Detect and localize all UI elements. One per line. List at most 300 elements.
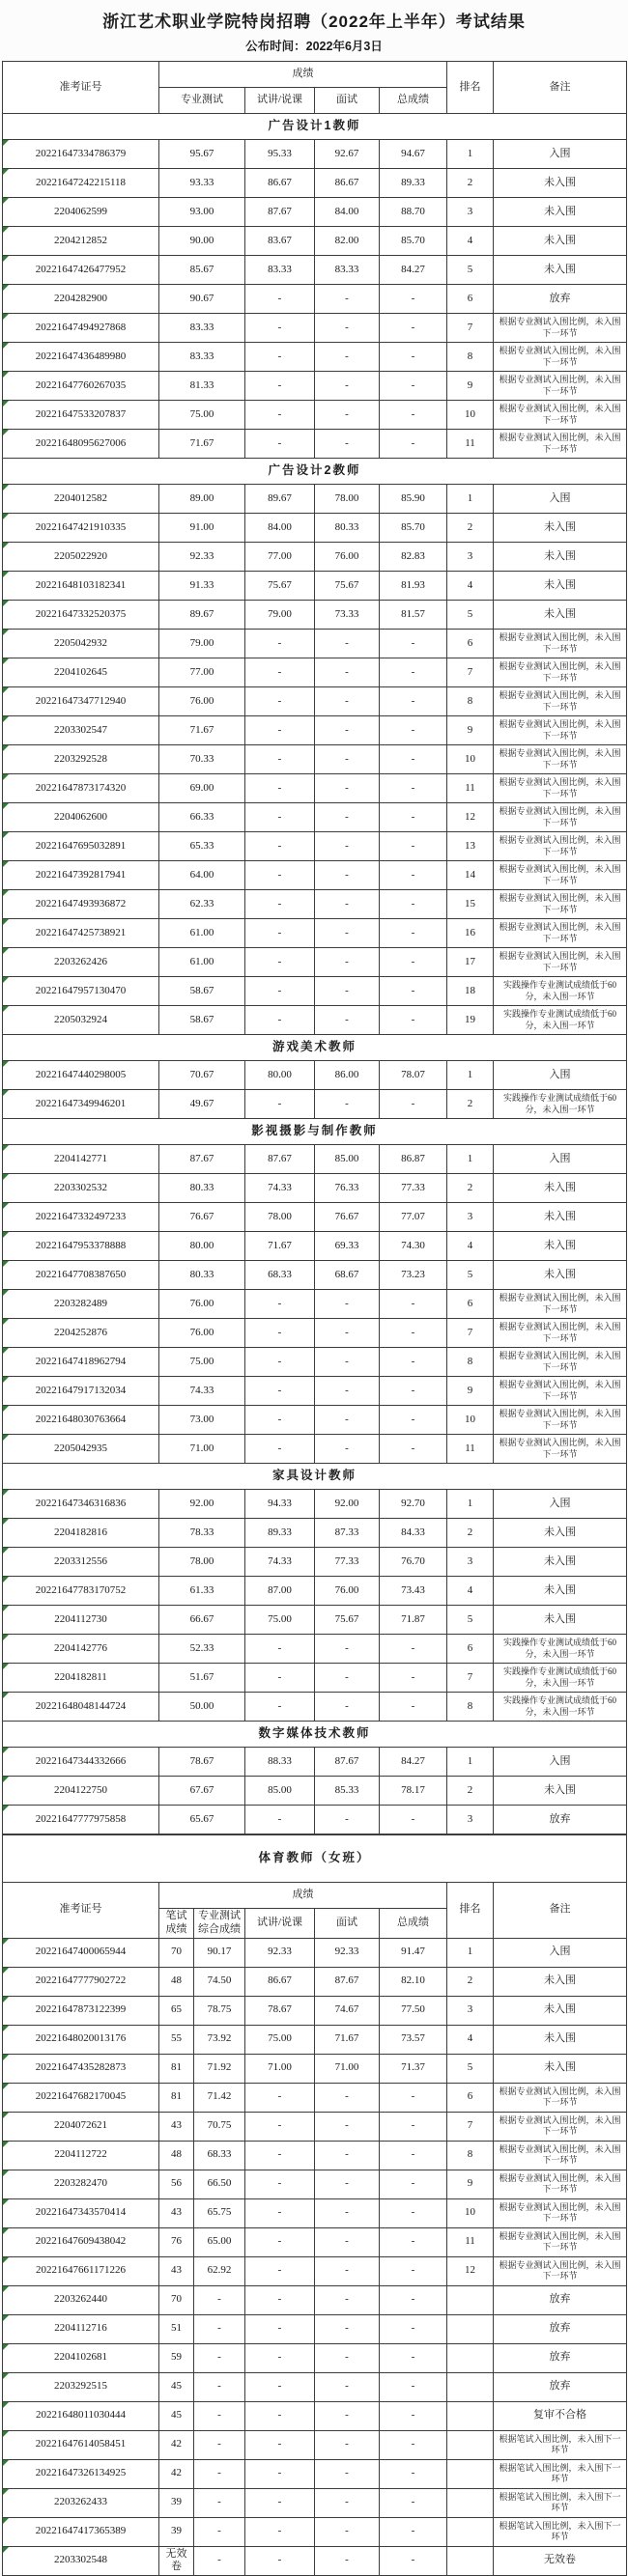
note-cell: 根据专业测试入围比例，未入围下一环节 [494, 2227, 627, 2256]
score-cell: 70.67 [159, 1061, 245, 1090]
note-cell: 根据专业测试入围比例，未入围下一环节 [494, 2112, 627, 2141]
candidate-id-cell: 20221647344332666 [3, 1748, 159, 1777]
candidate-id-cell: 20221647417365389 [3, 2517, 159, 2546]
table-row [3, 2256, 627, 2285]
candidate-id-cell: 20221647242215118 [3, 169, 159, 198]
candidate-id-cell: 20221647609438042 [3, 2227, 159, 2256]
table-row [3, 1006, 627, 1035]
section-title: 家具设计教师 [3, 1464, 627, 1490]
table-row [3, 1348, 627, 1377]
note-cell: 未入围 [494, 1606, 627, 1635]
score-cell: 93.00 [159, 198, 245, 227]
score-cell: - [380, 1090, 447, 1119]
rank-cell: 19 [447, 1006, 494, 1035]
note-cell: 入围 [494, 1490, 627, 1519]
score-cell: 92.33 [159, 543, 245, 572]
score-cell: - [380, 2314, 447, 2343]
rank-cell: 11 [447, 430, 494, 459]
candidate-id-cell: 2205042935 [3, 1435, 159, 1464]
note-cell: 根据专业测试入围比例，未入围下一环节 [494, 832, 627, 861]
score-cell: 65 [159, 1996, 194, 2025]
candidate-id-cell: 2204142771 [3, 1145, 159, 1174]
score-cell: - [315, 2083, 380, 2112]
score-cell: 39 [159, 2488, 194, 2517]
candidate-id-cell: 2204062600 [3, 803, 159, 832]
score-cell: - [245, 2314, 315, 2343]
candidate-id-cell: 2204252876 [3, 1319, 159, 1348]
score-cell: 83.33 [315, 256, 380, 285]
score-cell: - [245, 1693, 315, 1722]
score-cell: - [245, 314, 315, 343]
note-cell: 未入围 [494, 1967, 627, 1996]
score-cell: 89.67 [159, 601, 245, 630]
score-cell: 90.00 [159, 227, 245, 256]
candidate-id-cell: 20221647332497233 [3, 1203, 159, 1232]
table-row [3, 198, 627, 227]
note-cell: 放弃 [494, 285, 627, 314]
score-cell: 55 [159, 2025, 194, 2054]
score-cell: 49.67 [159, 1090, 245, 1119]
table-row [3, 977, 627, 1006]
score-cell: - [380, 890, 447, 919]
candidate-id-cell: 20221647400065944 [3, 1938, 159, 1967]
table-row [3, 832, 627, 861]
candidate-id-cell: 2204102645 [3, 658, 159, 687]
score-cell: 65.75 [194, 2198, 245, 2227]
note-cell: 未入围 [494, 1174, 627, 1203]
candidate-id-cell: 20221648095627006 [3, 430, 159, 459]
score-cell: 67.67 [159, 1777, 245, 1806]
score-cell: 65.00 [194, 2227, 245, 2256]
note-cell: 实践操作专业测试成绩低于60分，未入围一环节 [494, 1635, 627, 1664]
note-cell: 根据专业测试入围比例，未入围下一环节 [494, 774, 627, 803]
table-row [3, 2401, 627, 2430]
score-cell: - [315, 430, 380, 459]
note-cell: 根据专业测试入围比例，未入围下一环节 [494, 1406, 627, 1435]
table-row [3, 2459, 627, 2488]
table-row [3, 2546, 627, 2576]
col-header-written-score: 笔试成绩 [159, 1909, 194, 1939]
rank-cell: 1 [447, 1938, 494, 1967]
score-cell: 92.00 [159, 1490, 245, 1519]
table-row [3, 2430, 627, 2459]
score-cell: 78.33 [159, 1519, 245, 1548]
score-cell: 85.33 [315, 1777, 380, 1806]
score-cell: - [245, 401, 315, 430]
note-cell: 入围 [494, 1748, 627, 1777]
table-row [3, 1290, 627, 1319]
score-cell: 68.67 [315, 1261, 380, 1290]
table-row [3, 543, 627, 572]
score-cell: 89.67 [245, 485, 315, 514]
score-cell: 70.75 [194, 2112, 245, 2141]
rank-cell: 1 [447, 485, 494, 514]
score-cell: - [315, 2488, 380, 2517]
note-cell: 根据专业测试入围比例，未入围下一环节 [494, 948, 627, 977]
rank-cell: 2 [447, 1777, 494, 1806]
candidate-id-cell: 2204212852 [3, 227, 159, 256]
col-header-total-score: 总成绩 [380, 88, 447, 114]
score-cell: - [245, 890, 315, 919]
rank-cell: 8 [447, 2141, 494, 2170]
table-row [3, 485, 627, 514]
score-cell: 71.67 [245, 1232, 315, 1261]
results-table-main [2, 61, 627, 1834]
note-cell: 入围 [494, 140, 627, 169]
table-row [3, 140, 627, 169]
score-cell: - [245, 919, 315, 948]
section-title: 广告设计1教师 [3, 114, 627, 140]
candidate-id-cell: 20221648030763664 [3, 1406, 159, 1435]
rank-cell: 8 [447, 687, 494, 716]
score-cell: 86.00 [315, 1061, 380, 1090]
table-row [3, 2141, 627, 2170]
score-cell: - [380, 1435, 447, 1464]
candidate-id-cell: 20221647777902722 [3, 1967, 159, 1996]
score-cell: - [245, 2430, 315, 2459]
table-row [3, 430, 627, 459]
col-header-rank: 排名 [447, 1883, 494, 1939]
score-cell: - [315, 2227, 380, 2256]
rank-cell [447, 2401, 494, 2430]
score-cell: 78.00 [315, 485, 380, 514]
score-cell: - [245, 630, 315, 658]
score-cell: 59 [159, 2343, 194, 2372]
score-cell: - [315, 2285, 380, 2314]
rank-cell: 2 [447, 514, 494, 543]
score-cell: - [380, 1406, 447, 1435]
table-row [3, 1577, 627, 1606]
table-row [3, 1174, 627, 1203]
note-cell: 根据专业测试入围比例，未入围下一环节 [494, 745, 627, 774]
score-cell: 78.00 [159, 1548, 245, 1577]
score-cell: 81.57 [380, 601, 447, 630]
table-row [3, 1090, 627, 1119]
score-cell: 71.87 [380, 1606, 447, 1635]
col-header-rank: 排名 [447, 62, 494, 114]
table-row [3, 2285, 627, 2314]
rank-cell: 5 [447, 1606, 494, 1635]
candidate-id-cell: 2203262426 [3, 948, 159, 977]
score-cell: 87.67 [159, 1145, 245, 1174]
table-row [3, 1261, 627, 1290]
candidate-id-cell: 2204112722 [3, 2141, 159, 2170]
score-cell: - [245, 285, 315, 314]
note-cell: 无效卷 [494, 2546, 627, 2576]
score-cell: 51 [159, 2314, 194, 2343]
rank-cell: 10 [447, 401, 494, 430]
score-cell: 73.43 [380, 1577, 447, 1606]
note-cell: 未入围 [494, 1203, 627, 1232]
score-cell: - [245, 803, 315, 832]
table-row [3, 658, 627, 687]
score-cell: - [315, 1319, 380, 1348]
score-cell: - [245, 1290, 315, 1319]
rank-cell: 8 [447, 343, 494, 372]
table-row [3, 630, 627, 658]
score-cell: 69.33 [315, 1232, 380, 1261]
score-cell: - [245, 2343, 315, 2372]
score-cell: 71.92 [194, 2054, 245, 2083]
table-row [3, 716, 627, 745]
note-cell: 未入围 [494, 1777, 627, 1806]
rank-cell [447, 2285, 494, 2314]
note-cell: 放弃 [494, 1806, 627, 1834]
score-cell: - [315, 2141, 380, 2170]
score-cell: - [315, 658, 380, 687]
table-row [3, 169, 627, 198]
score-cell: - [245, 832, 315, 861]
rank-cell: 3 [447, 198, 494, 227]
score-cell: 77.07 [380, 1203, 447, 1232]
score-cell: - [315, 2517, 380, 2546]
score-cell: 76.67 [315, 1203, 380, 1232]
note-cell: 入围 [494, 1145, 627, 1174]
score-cell: 87.67 [315, 1967, 380, 1996]
rank-cell: 10 [447, 1406, 494, 1435]
score-cell: 80.33 [315, 514, 380, 543]
table-row [3, 687, 627, 716]
note-cell: 根据专业测试入围比例，未入围下一环节 [494, 861, 627, 890]
score-cell: 77.33 [380, 1174, 447, 1203]
table-row [3, 2343, 627, 2372]
score-cell: 76.00 [159, 1319, 245, 1348]
rank-cell: 17 [447, 948, 494, 977]
note-cell: 根据专业测试入围比例，未入围下一环节 [494, 1348, 627, 1377]
rank-cell: 9 [447, 2170, 494, 2198]
table-row [3, 1203, 627, 1232]
score-cell: 65.67 [159, 1806, 245, 1834]
rank-cell: 11 [447, 2227, 494, 2256]
score-cell: 91.00 [159, 514, 245, 543]
table-row [3, 1377, 627, 1406]
score-cell: 90.17 [194, 1938, 245, 1967]
note-cell: 实践操作专业测试成绩低于60分，未入围一环节 [494, 1664, 627, 1693]
score-cell: - [315, 1090, 380, 1119]
table-row [3, 256, 627, 285]
score-cell: 61.00 [159, 948, 245, 977]
table-row [3, 948, 627, 977]
score-cell: - [245, 2488, 315, 2517]
score-cell: 68.33 [245, 1261, 315, 1290]
table-row [3, 1635, 627, 1664]
score-cell: 75.67 [245, 572, 315, 601]
score-cell: 70 [159, 1938, 194, 1967]
table-row [3, 285, 627, 314]
table-row [3, 2054, 627, 2083]
rank-cell: 2 [447, 1174, 494, 1203]
score-cell: - [194, 2372, 245, 2401]
col-header-interview: 面试 [315, 88, 380, 114]
rank-cell: 11 [447, 774, 494, 803]
score-cell: - [380, 832, 447, 861]
candidate-id-cell: 20221647418962794 [3, 1348, 159, 1377]
score-cell: 78.67 [245, 1996, 315, 2025]
score-cell: 43 [159, 2256, 194, 2285]
candidate-id-cell: 2203262440 [3, 2285, 159, 2314]
score-cell: 85.90 [380, 485, 447, 514]
score-cell: - [380, 314, 447, 343]
score-cell: 89.00 [159, 485, 245, 514]
table-row [3, 572, 627, 601]
score-cell: - [315, 2372, 380, 2401]
score-cell: 78.67 [159, 1748, 245, 1777]
score-cell: 71.37 [380, 2054, 447, 2083]
rank-cell: 3 [447, 543, 494, 572]
table-row [3, 401, 627, 430]
score-cell: 66.67 [159, 1606, 245, 1635]
table-row [3, 2314, 627, 2343]
table-row [3, 1777, 627, 1806]
table-row [3, 1693, 627, 1722]
score-cell: - [315, 2343, 380, 2372]
score-cell: 74.33 [159, 1377, 245, 1406]
rank-cell: 3 [447, 1203, 494, 1232]
score-cell: - [245, 687, 315, 716]
score-cell: - [245, 1806, 315, 1834]
rank-cell: 12 [447, 2256, 494, 2285]
col-header-professional-test: 专业测试 [159, 88, 245, 114]
table-row [3, 2517, 627, 2546]
note-cell: 根据专业测试入围比例，未入围下一环节 [494, 372, 627, 401]
score-cell: 91.33 [159, 572, 245, 601]
score-cell: 61.00 [159, 919, 245, 948]
rank-cell: 7 [447, 2112, 494, 2141]
candidate-id-cell: 20221647435282873 [3, 2054, 159, 2083]
score-cell: - [380, 1377, 447, 1406]
note-cell: 放弃 [494, 2285, 627, 2314]
table-row [3, 372, 627, 401]
score-cell: 66.50 [194, 2170, 245, 2198]
score-cell: 77.00 [245, 543, 315, 572]
score-cell: 76.00 [315, 543, 380, 572]
score-cell: 48 [159, 2141, 194, 2170]
score-cell: - [315, 716, 380, 745]
rank-cell: 4 [447, 1577, 494, 1606]
score-cell: - [315, 285, 380, 314]
score-cell: 74.50 [194, 1967, 245, 1996]
score-cell: - [380, 343, 447, 372]
score-cell: 62.92 [194, 2256, 245, 2285]
score-cell: 61.33 [159, 1577, 245, 1606]
note-cell: 未入围 [494, 2054, 627, 2083]
score-cell: 75.67 [315, 572, 380, 601]
note-cell: 根据专业测试入围比例，未入围下一环节 [494, 687, 627, 716]
col-header-score-group: 成绩 [159, 62, 447, 88]
score-cell: 58.67 [159, 1006, 245, 1035]
score-cell: - [245, 745, 315, 774]
rank-cell [447, 2546, 494, 2576]
table-row [3, 343, 627, 372]
score-cell: - [245, 2517, 315, 2546]
note-cell: 未入围 [494, 198, 627, 227]
candidate-id-cell: 20221647349946201 [3, 1090, 159, 1119]
note-cell: 根据专业测试入围比例，未入围下一环节 [494, 314, 627, 343]
table-row [3, 2227, 627, 2256]
section-title: 体育教师（女班） [3, 1835, 627, 1883]
candidate-id-cell: 20221647661171226 [3, 2256, 159, 2285]
score-cell: - [245, 774, 315, 803]
score-cell: 77.33 [315, 1548, 380, 1577]
score-cell: - [245, 658, 315, 687]
table-row [3, 314, 627, 343]
note-cell: 根据专业测试入围比例，未入围下一环节 [494, 1319, 627, 1348]
score-cell: - [315, 774, 380, 803]
score-cell: - [315, 2198, 380, 2227]
score-cell: - [315, 630, 380, 658]
score-cell: 82.10 [380, 1967, 447, 1996]
rank-cell: 6 [447, 1635, 494, 1664]
candidate-id-cell: 20221648103182341 [3, 572, 159, 601]
score-cell: 51.67 [159, 1664, 245, 1693]
score-cell: 88.70 [380, 198, 447, 227]
score-cell: - [245, 1635, 315, 1664]
score-cell: - [194, 2430, 245, 2459]
candidate-id-cell: 20221647326134925 [3, 2459, 159, 2488]
score-cell: - [245, 2227, 315, 2256]
note-cell: 根据专业测试入围比例，未入围下一环节 [494, 2170, 627, 2198]
score-cell: 71.00 [315, 2054, 380, 2083]
score-cell: - [194, 2314, 245, 2343]
score-cell: 87.67 [245, 198, 315, 227]
score-cell: 80.00 [245, 1061, 315, 1090]
candidate-id-cell: 2204112730 [3, 1606, 159, 1635]
rank-cell: 5 [447, 256, 494, 285]
rank-cell [447, 2459, 494, 2488]
candidate-id-cell: 2203282489 [3, 1290, 159, 1319]
table-row [3, 1232, 627, 1261]
score-cell: 83.33 [159, 343, 245, 372]
note-cell: 根据笔试入围比例，未入围下一环节 [494, 2459, 627, 2488]
score-cell: - [245, 861, 315, 890]
score-cell: 76.70 [380, 1548, 447, 1577]
rank-cell: 13 [447, 832, 494, 861]
score-cell: - [315, 948, 380, 977]
table-row [3, 1748, 627, 1777]
note-cell: 根据专业测试入围比例，未入围下一环节 [494, 716, 627, 745]
score-cell: - [380, 687, 447, 716]
score-cell: - [245, 2083, 315, 2112]
table-row [3, 1664, 627, 1693]
score-cell: 80.33 [159, 1174, 245, 1203]
section-title-row [3, 1722, 627, 1748]
score-cell: 85.67 [159, 256, 245, 285]
score-cell: - [380, 285, 447, 314]
score-cell: 92.67 [315, 140, 380, 169]
score-cell: - [380, 1348, 447, 1377]
rank-cell: 18 [447, 977, 494, 1006]
score-cell: - [315, 401, 380, 430]
score-cell: 42 [159, 2430, 194, 2459]
rank-cell: 9 [447, 372, 494, 401]
score-cell: 84.00 [245, 514, 315, 543]
note-cell: 根据专业测试入围比例，未入围下一环节 [494, 658, 627, 687]
candidate-id-cell: 2205042932 [3, 630, 159, 658]
rank-cell [447, 2343, 494, 2372]
candidate-id-cell: 20221647392817941 [3, 861, 159, 890]
score-cell: 65.33 [159, 832, 245, 861]
score-cell: 78.07 [380, 1061, 447, 1090]
score-cell: - [380, 2083, 447, 2112]
score-cell: - [245, 716, 315, 745]
note-cell: 复审不合格 [494, 2401, 627, 2430]
rank-cell: 4 [447, 572, 494, 601]
score-cell: 76 [159, 2227, 194, 2256]
rank-cell: 3 [447, 1548, 494, 1577]
score-cell: 93.33 [159, 169, 245, 198]
col-header-trial-lecture: 试讲/说课 [245, 1909, 315, 1939]
score-cell: 83.33 [159, 314, 245, 343]
